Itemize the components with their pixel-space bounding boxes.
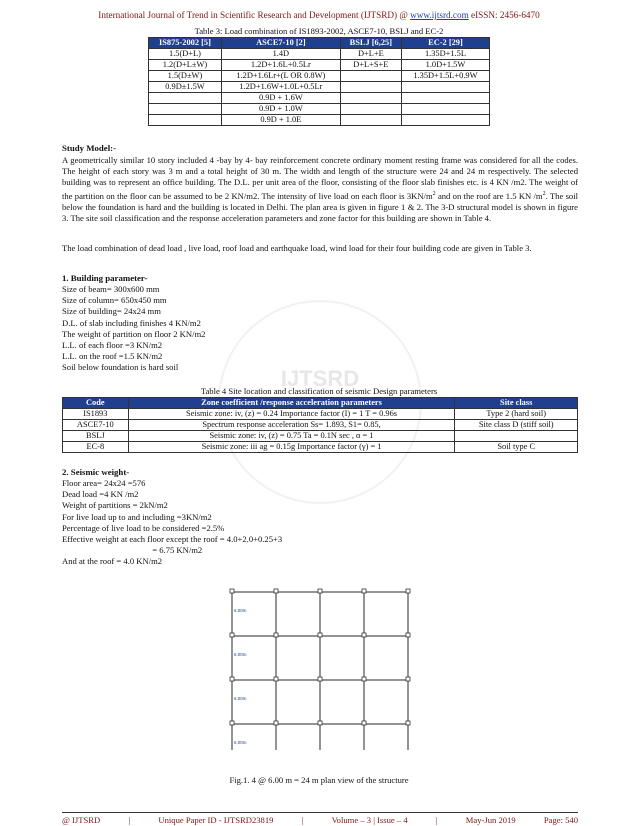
table-cell: 1.2D+1.6L+0.5Lr bbox=[221, 60, 340, 71]
building-parameter-heading: 1. Building parameter- bbox=[62, 273, 148, 283]
column-node bbox=[274, 677, 278, 681]
table-row bbox=[63, 431, 578, 442]
table4-seismic-parameters bbox=[62, 397, 578, 453]
table-cell: 1.4D bbox=[221, 49, 340, 60]
table-cell: 0.9D + 1.0E bbox=[221, 115, 340, 126]
column-node bbox=[230, 589, 234, 593]
column-node bbox=[362, 589, 366, 593]
text-line: Weight of partitions = 2kN/m2 bbox=[62, 500, 168, 511]
table-row bbox=[149, 49, 490, 60]
table-cell: 1.0D+1.5W bbox=[401, 60, 489, 71]
column-node bbox=[406, 633, 410, 637]
study-model-heading: Study Model:- bbox=[62, 143, 117, 153]
column-node bbox=[274, 589, 278, 593]
table-header-cell: Site class bbox=[455, 398, 578, 409]
figure-caption: Fig.1. 4 @ 6.00 m = 24 m plan view of the structure bbox=[229, 775, 409, 785]
table-cell: Spectrum response acceleration Ss= 1.893, S1= 0.85, bbox=[128, 420, 455, 431]
text-line: = 6.75 KN/m2 bbox=[62, 545, 203, 556]
text-line: And at the roof = 4.0 KN/m2 bbox=[62, 556, 163, 567]
table-cell: Seismic zone: iv, (z) = 0.24 Importance factor (I) = 1 T = 0.96s bbox=[128, 409, 455, 420]
study-model-paragraph bbox=[62, 155, 578, 224]
text-line: Size of building= 24x24 mm bbox=[62, 306, 161, 317]
footer-paper-id: Unique Paper ID - IJTSRD23819 bbox=[158, 815, 274, 825]
footer-separator: | bbox=[128, 815, 131, 825]
column-node bbox=[318, 721, 322, 725]
table-cell bbox=[340, 104, 401, 115]
footer-page: Page: 540 bbox=[543, 815, 578, 825]
text-line: Size of beam= 300x600 mm bbox=[62, 284, 160, 294]
column-node bbox=[274, 721, 278, 725]
table4-caption: Table 4 Site location and classification of seismic Design parameters bbox=[200, 386, 438, 396]
table-row bbox=[149, 60, 490, 71]
table-row bbox=[149, 115, 490, 126]
text-line: The weight of partition on floor 2 KN/m2 bbox=[62, 328, 206, 339]
table-cell bbox=[401, 82, 489, 93]
table-cell bbox=[401, 104, 489, 115]
table-header-cell: IS875-2002 [5] bbox=[149, 38, 222, 49]
table-cell: ASCE7-10 bbox=[63, 420, 129, 431]
column-node bbox=[274, 633, 278, 637]
table-row bbox=[149, 71, 490, 82]
table-row bbox=[149, 82, 490, 93]
table-cell bbox=[340, 115, 401, 126]
table-cell: 0.9D±1.5W bbox=[149, 82, 222, 93]
table-cell bbox=[149, 115, 222, 126]
bay-dimension-label: 6.00m bbox=[234, 740, 247, 745]
table-cell: D+L+S+E bbox=[340, 60, 401, 71]
study-model-text-c: . The soil below the foundation is hard and the building is located in Delhi. The plan area is given in figure 1 & 2. The 3-D structural model is shown in figure 3. The site soil classification and the response acceleration parameters and zone factor for this building are shown in Table 4. bbox=[62, 190, 578, 223]
table-cell: BSLJ bbox=[63, 431, 129, 442]
table-cell: 1.35D+1.5L bbox=[401, 49, 489, 60]
page-footer bbox=[62, 812, 578, 825]
study-model-text-b: and on the roof are 1.5 KN /m bbox=[435, 190, 543, 201]
table-cell: 1.5(D±W) bbox=[149, 71, 222, 82]
table-header-cell: Code bbox=[63, 398, 129, 409]
column-node bbox=[406, 589, 410, 593]
table-cell bbox=[455, 431, 578, 442]
column-node bbox=[406, 721, 410, 725]
table-row bbox=[149, 104, 490, 115]
watermark-text: IJTSRD bbox=[280, 366, 360, 391]
column-node bbox=[406, 677, 410, 681]
table-cell bbox=[401, 115, 489, 126]
column-node bbox=[230, 677, 234, 681]
text-line: Effective weight at each floor except the roof = 4.0+2.0+0.25+3 bbox=[62, 534, 283, 545]
column-node bbox=[318, 677, 322, 681]
table-cell bbox=[149, 104, 222, 115]
text-line: Size of column= 650x450 mm bbox=[62, 295, 167, 306]
footer-volume: Volume – 3 | Issue – 4 bbox=[331, 815, 408, 825]
text-line: Soil below foundation is hard soil bbox=[62, 362, 179, 373]
table-cell: EC-8 bbox=[63, 442, 129, 453]
table-cell: 1.35D+1.5L+0.9W bbox=[401, 71, 489, 82]
table-cell: Seismic zone: iv, (z) = 0.75 Ta = 0.1N sec , α = 1 bbox=[128, 431, 455, 442]
table-cell: 0.9D + 1.6W bbox=[221, 93, 340, 104]
table3-load-combination bbox=[148, 37, 490, 126]
table-header-cell: EC-2 [29] bbox=[401, 38, 489, 49]
bay-dimension-label: 6.00m bbox=[234, 696, 247, 701]
table-row bbox=[63, 409, 578, 420]
seismic-weight-list bbox=[62, 478, 282, 568]
load-combination-paragraph: The load combination of dead load , live load, roof load and earthquake load, wind load for their four building code are given in Table 3. bbox=[62, 243, 532, 253]
column-node bbox=[230, 721, 234, 725]
text-line: L.L. on the roof =1.5 KN/m2 bbox=[62, 351, 163, 362]
table-cell: 1.2D+1.6Lr+(L OR 0.8W) bbox=[221, 71, 340, 82]
column-node bbox=[230, 633, 234, 637]
table-header-cell: Zone coefficient /response acceleration parameters bbox=[128, 398, 455, 409]
table-cell bbox=[401, 93, 489, 104]
superscript: 2 bbox=[432, 190, 436, 197]
building-parameter-list bbox=[62, 284, 205, 374]
table-cell: 1.2(D+L±W) bbox=[149, 60, 222, 71]
table-cell: 1.5(D+L) bbox=[149, 49, 222, 60]
column-node bbox=[362, 721, 366, 725]
text-line: For live load up to and including =3KN/m2 bbox=[62, 511, 212, 522]
table-cell bbox=[149, 93, 222, 104]
bay-dimension-label: 6.00m bbox=[234, 652, 247, 657]
text-line: Percentage of live load to be considered =2.5% bbox=[62, 522, 225, 533]
column-node bbox=[362, 677, 366, 681]
text-line: Dead load =4 KN /m2 bbox=[62, 489, 139, 500]
table-header-cell: BSLJ [6,25] bbox=[340, 38, 401, 49]
table-row bbox=[149, 93, 490, 104]
table-cell bbox=[340, 71, 401, 82]
column-node bbox=[318, 589, 322, 593]
table-header-cell: ASCE7-10 [2] bbox=[221, 38, 340, 49]
table3-caption: Table 3: Load combination of IS1893-2002, ASCE7-10, BSLJ and EC-2 bbox=[194, 26, 444, 36]
column-node bbox=[362, 633, 366, 637]
footer-separator: | bbox=[435, 815, 438, 825]
table-cell: D+L+E bbox=[340, 49, 401, 60]
bay-dimension-label: 6.00m bbox=[234, 608, 247, 613]
journal-website-link[interactable]: www.ijtsrd.com bbox=[410, 10, 469, 20]
text-line: Floor area= 24x24 =576 bbox=[62, 478, 146, 488]
plan-view-figure bbox=[222, 578, 418, 750]
table-cell bbox=[340, 82, 401, 93]
superscript: 2 bbox=[542, 190, 546, 197]
study-model-text-a: A geometrically similar 10 story included 4 -bay by 4- bay reinforcement concrete ordinary moment resting frame was considered for all the codes. The height of each story was 3 m and a total height of 30 m. The width and length of the structure were 24 and 24 m respectively. The selected building was to represent an office building. The D.L. per unit area of the floor, consisting of the floor slab finishes etc. is 4 KN /m2. The weight of the partition on the floor can be assumed to be 2 KN/m2. The intensity of live load on each floor is 3KN/m bbox=[62, 155, 578, 201]
journal-name: International Journal of Trend in Scientific Research and Development (IJTSRD) @ bbox=[98, 10, 408, 20]
table-row bbox=[63, 442, 578, 453]
table-cell: 0.9D + 1.0W bbox=[221, 104, 340, 115]
text-line: L.L. of each floor =3 KN/m2 bbox=[62, 340, 163, 351]
table-cell: Soil type C bbox=[455, 442, 578, 453]
footer-separator: | bbox=[301, 815, 304, 825]
table-cell: IS1893 bbox=[63, 409, 129, 420]
table-row bbox=[63, 420, 578, 431]
column-node bbox=[318, 633, 322, 637]
issn: eISSN: 2456-6470 bbox=[471, 10, 540, 20]
footer-date: May-Jun 2019 bbox=[465, 815, 516, 825]
table-cell: Site class D (stiff soil) bbox=[455, 420, 578, 431]
table-cell: Type 2 (hard soil) bbox=[455, 409, 578, 420]
table-cell: 1.2D+1.6W+1.0L+0.5Lr bbox=[221, 82, 340, 93]
footer-journal: @ IJTSRD bbox=[62, 815, 101, 825]
text-line: D.L. of slab including finishes 4 KN/m2 bbox=[62, 317, 201, 328]
table-cell: Seismic zone: iii ag = 0.15g Importance factor (γ) = 1 bbox=[128, 442, 455, 453]
running-header bbox=[0, 10, 638, 20]
table-cell bbox=[340, 93, 401, 104]
seismic-weight-heading: 2. Seismic weight- bbox=[62, 467, 130, 477]
